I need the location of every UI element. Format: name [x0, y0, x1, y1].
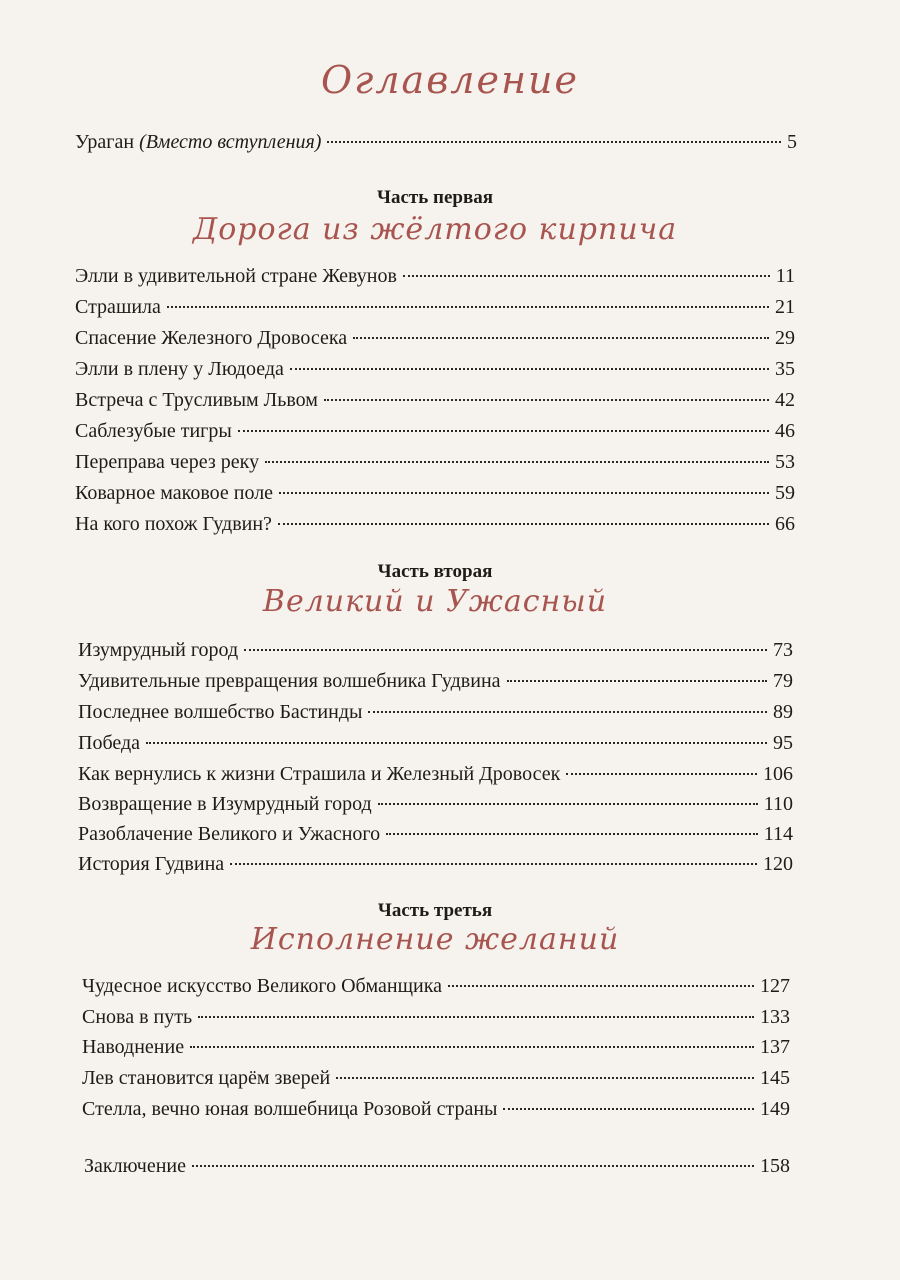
dot-leader: [507, 680, 767, 682]
entry-title: На кого похож Гудвин?: [75, 513, 272, 535]
toc-entry: [78, 760, 793, 788]
page-number: 73: [773, 639, 793, 661]
entry-title: Последнее волшебство Бастинды: [78, 701, 363, 723]
toc-entry: [75, 355, 795, 383]
toc-entry: [82, 1003, 790, 1031]
toc-entry: [78, 850, 793, 878]
page-number: 120: [763, 853, 793, 875]
page-number: 5: [787, 131, 797, 153]
toc-entry: [75, 262, 795, 290]
dot-leader: [386, 833, 758, 835]
part-label: Часть первая: [377, 187, 493, 208]
dot-leader: [190, 1046, 754, 1048]
page-number: 59: [775, 482, 795, 504]
toc-entry: [82, 972, 790, 1000]
entry-title: Изумрудный город: [78, 639, 239, 661]
dot-leader: [336, 1077, 754, 1079]
toc-entry: [78, 790, 793, 818]
part-label: Часть вторая: [377, 561, 493, 582]
entry-title: Встреча с Трусливым Львом: [75, 389, 318, 411]
entry-title: Наводнение: [82, 1036, 185, 1058]
dot-leader: [238, 430, 769, 432]
toc-entry: [75, 324, 795, 352]
page-number: 11: [775, 265, 795, 287]
entry-title: Удивительные превращения волшебника Гудвина: [78, 670, 501, 692]
toc-entry: [75, 417, 795, 445]
part-label: Часть третья: [377, 900, 493, 921]
entry-title: Спасение Железного Дровосека: [75, 327, 348, 349]
page-number: 29: [775, 327, 795, 349]
entry-title: Лев становится царём зверей: [82, 1067, 331, 1089]
toc-entry-intro: [75, 128, 797, 156]
entry-title: Заключение: [84, 1155, 186, 1177]
part-title: Дорога из жёлтого кирпича: [192, 212, 678, 247]
entry-title: Победа: [78, 732, 141, 754]
toc-title: Оглавление: [320, 58, 579, 102]
page-number: 66: [775, 513, 795, 535]
entry-title: Чудесное искусство Великого Обманщика: [82, 975, 443, 997]
page-number: 110: [763, 793, 793, 815]
page-number: 137: [760, 1036, 790, 1058]
toc-entry: [82, 1064, 790, 1092]
page-number: 158: [760, 1155, 790, 1177]
entry-title: Как вернулись к жизни Страшила и Железный Дровосек: [78, 763, 561, 785]
page-number: 79: [773, 670, 793, 692]
toc-entry: [78, 820, 793, 848]
toc-entry: [82, 1095, 790, 1123]
page-number: 133: [760, 1006, 790, 1028]
toc-entry: [75, 293, 795, 321]
toc-entry: [75, 386, 795, 414]
toc-entry: [75, 510, 795, 538]
entry-title: Элли в плену у Людоеда: [75, 358, 284, 380]
toc-entry-conclusion: [84, 1152, 790, 1180]
entry-title: Страшила: [75, 296, 161, 318]
part-title: Исполнение желаний: [250, 922, 620, 957]
toc-entry: [82, 1033, 790, 1061]
entry-title: Разоблачение Великого и Ужасного: [78, 823, 381, 845]
dot-leader: [146, 742, 767, 744]
page-number: 46: [775, 420, 795, 442]
dot-leader: [566, 773, 757, 775]
toc-entry: [78, 636, 793, 664]
entry-title: Возвращение в Изумрудный город: [78, 793, 372, 815]
entry-title: Ураган (Вместо вступления): [75, 131, 322, 153]
page-number: 42: [775, 389, 795, 411]
page-number: 114: [763, 823, 793, 845]
dot-leader: [378, 803, 758, 805]
page-number: 53: [775, 451, 795, 473]
dot-leader: [353, 337, 769, 339]
dot-leader: [290, 368, 769, 370]
dot-leader: [503, 1108, 754, 1110]
page-number: 149: [760, 1098, 790, 1120]
page-number: 127: [760, 975, 790, 997]
page-number: 89: [773, 701, 793, 723]
dot-leader: [192, 1165, 754, 1167]
page-number: 21: [775, 296, 795, 318]
dot-leader: [244, 649, 767, 651]
dot-leader: [368, 711, 767, 713]
dot-leader: [403, 275, 770, 277]
toc-entry: [75, 448, 795, 476]
entry-title: Снова в путь: [82, 1006, 193, 1028]
entry-title: Коварное маковое поле: [75, 482, 274, 504]
toc-entry: [78, 667, 793, 695]
dot-leader: [448, 985, 754, 987]
dot-leader: [230, 863, 757, 865]
part-title: Великий и Ужасный: [262, 584, 608, 619]
entry-subtitle: (Вместо вступления): [139, 131, 322, 153]
dot-leader: [265, 461, 769, 463]
entry-title: История Гудвина: [78, 853, 225, 875]
page-number: 35: [775, 358, 795, 380]
page-number: 145: [760, 1067, 790, 1089]
page-number: 95: [773, 732, 793, 754]
dot-leader: [279, 492, 769, 494]
toc-entry: [78, 729, 793, 757]
toc-entry: [75, 479, 795, 507]
entry-title: Стелла, вечно юная волшебница Розовой страны: [82, 1098, 498, 1120]
entry-title: Элли в удивительной стране Жевунов: [75, 265, 397, 287]
dot-leader: [327, 141, 781, 143]
page-number: 106: [763, 763, 793, 785]
toc-entry: [78, 698, 793, 726]
dot-leader: [324, 399, 769, 401]
entry-title: Переправа через реку: [75, 451, 260, 473]
dot-leader: [278, 523, 769, 525]
dot-leader: [167, 306, 769, 308]
dot-leader: [198, 1016, 754, 1018]
entry-title: Саблезубые тигры: [75, 420, 232, 442]
